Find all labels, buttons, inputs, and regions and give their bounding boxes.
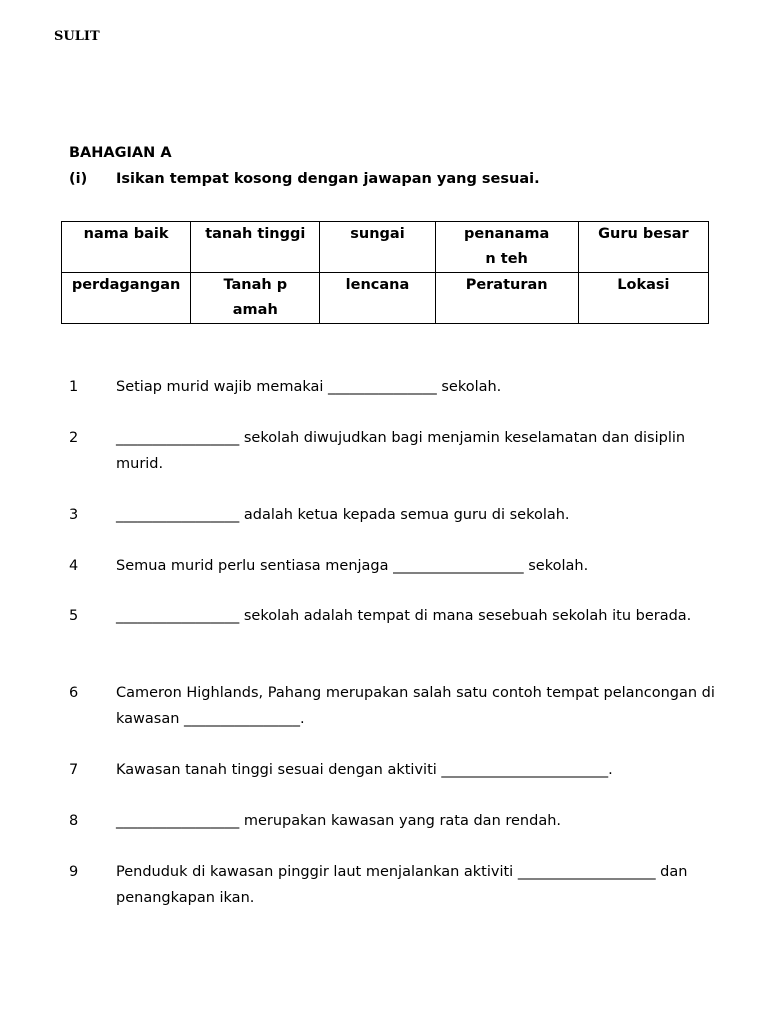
- question-number: 6: [69, 685, 79, 701]
- word-bank-cell: tanah tinggi: [191, 222, 320, 273]
- instruction-number: (i): [69, 171, 88, 187]
- question-number: 9: [69, 864, 79, 880]
- word-bank-cell: penanaman teh: [435, 222, 578, 273]
- question-number: 3: [69, 507, 79, 523]
- word-bank-cell: perdagangan: [62, 273, 191, 324]
- word-bank-cell: lencana: [320, 273, 435, 324]
- word-bank-cell: Peraturan: [435, 273, 578, 324]
- section-title: BAHAGIAN A: [69, 145, 172, 161]
- word-bank-row: [62, 222, 709, 273]
- word-bank-table: [61, 221, 709, 324]
- question-number: 8: [69, 813, 79, 829]
- instruction: [69, 171, 540, 187]
- question-text: Kawasan tanah tinggi sesuai dengan aktiviti _______________________.: [116, 762, 613, 778]
- header-label: SULIT: [54, 29, 100, 44]
- question-text: _________________ merupakan kawasan yang rata dan rendah.: [116, 813, 562, 829]
- question-text: Penduduk di kawasan pinggir laut menjalankan aktiviti ___________________ dan penangkapan ikan.: [116, 864, 688, 906]
- word-bank-cell: Guru besar: [578, 222, 708, 273]
- word-bank-cell: sungai: [320, 222, 435, 273]
- instruction-text: Isikan tempat kosong dengan jawapan yang sesuai.: [116, 171, 540, 187]
- question-text: Cameron Highlands, Pahang merupakan salah satu contoh tempat pelancongan di kawasan ________________.: [116, 685, 715, 727]
- question-text: Setiap murid wajib memakai _______________ sekolah.: [116, 379, 502, 395]
- question-number: 7: [69, 762, 79, 778]
- word-bank-row: [62, 273, 709, 324]
- question-text: Semua murid perlu sentiasa menjaga __________________ sekolah.: [116, 558, 589, 574]
- question-text: _________________ sekolah adalah tempat di mana sesebuah sekolah itu berada.: [116, 608, 692, 624]
- question-text: _________________ adalah ketua kepada semua guru di sekolah.: [116, 507, 570, 523]
- word-bank-cell: Lokasi: [578, 273, 708, 324]
- question-number: 2: [69, 430, 79, 446]
- word-bank-cell: nama baik: [62, 222, 191, 273]
- question-number: 5: [69, 608, 79, 624]
- question-number: 4: [69, 558, 79, 574]
- question-number: 1: [69, 379, 79, 395]
- question-text: _________________ sekolah diwujudkan bagi menjamin keselamatan dan disiplin murid.: [116, 430, 686, 472]
- word-bank-cell: Tanah pamah: [191, 273, 320, 324]
